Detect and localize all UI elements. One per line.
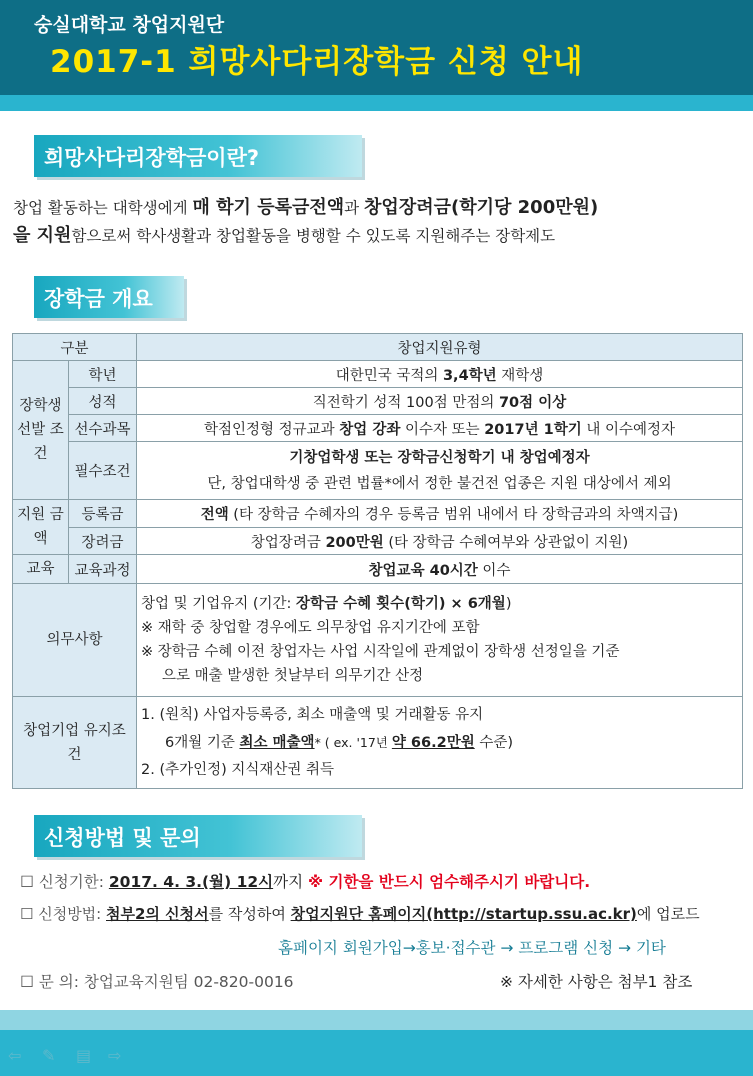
maintenance-details — [137, 697, 743, 789]
category-education: 교육 — [13, 555, 69, 584]
table-row — [13, 442, 743, 500]
page-header — [0, 0, 753, 95]
category-maintenance: 창업기업 유지조건 — [13, 697, 137, 789]
row-label: 교육과정 — [69, 555, 137, 584]
text: 수준) — [474, 734, 513, 751]
text: 대한민국 국적의 — [335, 367, 443, 384]
text: ) — [505, 596, 512, 612]
text-bold: 창업교육 40시간 — [368, 562, 478, 579]
apply-contact — [20, 970, 294, 992]
text: 학점인정형 정규교과 — [203, 421, 340, 438]
intro-text: 함으로써 학사생활과 창업활동을 병행할 수 있도록 지원해주는 장학제도 — [71, 227, 556, 245]
duty-details — [137, 584, 743, 697]
category-selection: 장학생 선발 조건 — [13, 361, 69, 500]
table-row — [13, 697, 743, 789]
category-amount: 지원 금액 — [13, 500, 69, 555]
table-row — [13, 555, 743, 584]
text: 단, 창업대학생 중 관련 법률*에서 정한 불건전 업종은 지원 대상에서 제외 — [207, 475, 672, 492]
maintenance-line: 1. (원칙) 사업자등록증, 최소 매출액 및 거래활동 유지 — [141, 706, 484, 723]
header-type: 창업지원유형 — [137, 334, 743, 361]
duty-line: ※ 재학 중 창업할 경우에도 의무창업 유지기간에 포함 — [141, 620, 480, 636]
text-bold: 창업 강좌 — [339, 421, 401, 438]
intro-text: 창업 활동하는 대학생에게 — [13, 199, 193, 217]
text-bold: 200만원 — [325, 534, 384, 551]
header-category: 구분 — [13, 334, 137, 361]
row-value — [137, 415, 743, 442]
text-bold: 70점 이상 — [498, 394, 567, 411]
apply-method — [20, 903, 700, 924]
text: 직전학기 성적 100점 만점의 — [312, 394, 499, 411]
section-tab-intro: 희망사다리장학금이란? — [34, 135, 362, 177]
method-form: 첨부2의 신청서 — [106, 905, 209, 923]
method-path: 홈페이지 회원가입→홍보·접수관 → 프로그램 신청 → 기타 — [278, 939, 666, 957]
table-header-row — [13, 334, 743, 361]
text-bold: 전액 — [200, 507, 229, 523]
text: 에 업로드 — [636, 905, 700, 923]
row-label: 등록금 — [69, 500, 137, 528]
row-label: 성적 — [69, 388, 137, 415]
table-row — [13, 361, 743, 388]
method-label: ☐ 신청방법: — [20, 905, 106, 923]
row-label: 선수과목 — [69, 415, 137, 442]
row-value — [137, 388, 743, 415]
row-label: 장려금 — [69, 528, 137, 555]
text: (타 장학금 수혜여부와 상관없이 지원) — [383, 534, 629, 551]
apply-deadline — [20, 870, 590, 892]
homepage-link[interactable]: 창업지원단 홈페이지(http://startup.ssu.ac.kr) — [290, 905, 637, 923]
duty-line: ※ 장학금 수혜 이전 창업자는 사업 시작일에 관계없이 장학생 선정일을 기준 — [141, 644, 620, 660]
contact-label: ☐ 문 의: — [20, 973, 84, 991]
footer-strip — [0, 1010, 753, 1030]
attachment-note: ※ 자세한 사항은 첨부1 참조 — [500, 973, 693, 991]
organization-name: 숭실대학교 창업지원단 — [34, 14, 225, 36]
text-bold: 기창업학생 또는 장학금신청학기 내 창업예정자 — [289, 449, 590, 466]
deadline-label: ☐ 신청기한: — [20, 873, 109, 891]
text: 를 작성하여 — [208, 905, 291, 923]
text: 창업장려금 — [250, 534, 326, 551]
deadline-value: 2017. 4. 3.(월) 12시 — [108, 873, 274, 891]
forward-arrow-icon[interactable]: ⇨ — [108, 1046, 122, 1065]
row-value — [137, 555, 743, 584]
text-bold: 장학금 수혜 횟수(학기) × 6개월 — [296, 596, 506, 612]
row-value — [137, 500, 743, 528]
header-strip — [0, 95, 753, 111]
duty-line: 으로 매출 발생한 첫날부터 의무기간 산정 — [162, 668, 424, 684]
row-label: 필수조건 — [69, 442, 137, 500]
text: (타 장학금 수혜자의 경우 등록금 범위 내에서 타 장학금과의 차액지급) — [228, 507, 679, 523]
text-bold-underline: 약 66.2만원 — [391, 734, 475, 751]
table-row — [13, 415, 743, 442]
table-row — [13, 500, 743, 528]
section-tab-overview: 장학금 개요 — [34, 276, 184, 318]
row-value — [137, 442, 743, 500]
page-title: 2017-1 희망사다리장학금 신청 안내 — [50, 44, 584, 80]
text-small: * ( ex. '17년 — [314, 734, 392, 750]
text-bold: 2017년 1학기 — [484, 421, 582, 438]
intro-paragraph — [13, 194, 745, 250]
intro-highlight-grant: 창업장려금(학기당 200만원) — [364, 197, 599, 218]
maintenance-line: 2. (추가인정) 지식재산권 취득 — [141, 761, 335, 778]
text: 내 이수예정자 — [581, 421, 675, 438]
table-row — [13, 388, 743, 415]
intro-highlight-support: 을 지원 — [13, 225, 72, 246]
row-label: 학년 — [69, 361, 137, 388]
menu-icon[interactable]: ▤ — [76, 1046, 92, 1065]
back-arrow-icon[interactable]: ⇦ — [8, 1046, 22, 1065]
intro-highlight-tuition: 매 학기 등록금전액 — [192, 197, 345, 218]
section-tab-apply: 신청방법 및 문의 — [34, 815, 362, 857]
text: 재학생 — [496, 367, 544, 384]
row-value — [137, 528, 743, 555]
text: 이수 — [477, 562, 511, 579]
row-value — [137, 361, 743, 388]
text: 이수자 또는 — [400, 421, 485, 438]
contact-value: 창업교육지원팀 02-820-0016 — [83, 973, 294, 991]
intro-text: 과 — [344, 199, 365, 217]
deadline-suffix: 까지 — [273, 873, 308, 891]
deadline-warning: ※ 기한을 반드시 엄수해주시기 바랍니다. — [308, 873, 591, 891]
text-bold: 3,4학년 — [442, 367, 497, 384]
duty-line — [141, 592, 738, 616]
category-duty: 의무사항 — [13, 584, 137, 697]
table-row — [13, 584, 743, 697]
text-bold-underline: 최소 매출액 — [239, 734, 315, 751]
text: 6개월 기준 — [165, 734, 240, 751]
table-row — [13, 528, 743, 555]
text: 창업 및 기업유지 (기간: — [141, 596, 297, 612]
pen-icon[interactable]: ✎ — [42, 1046, 56, 1065]
maintenance-line — [141, 729, 738, 757]
overview-table — [12, 333, 743, 789]
